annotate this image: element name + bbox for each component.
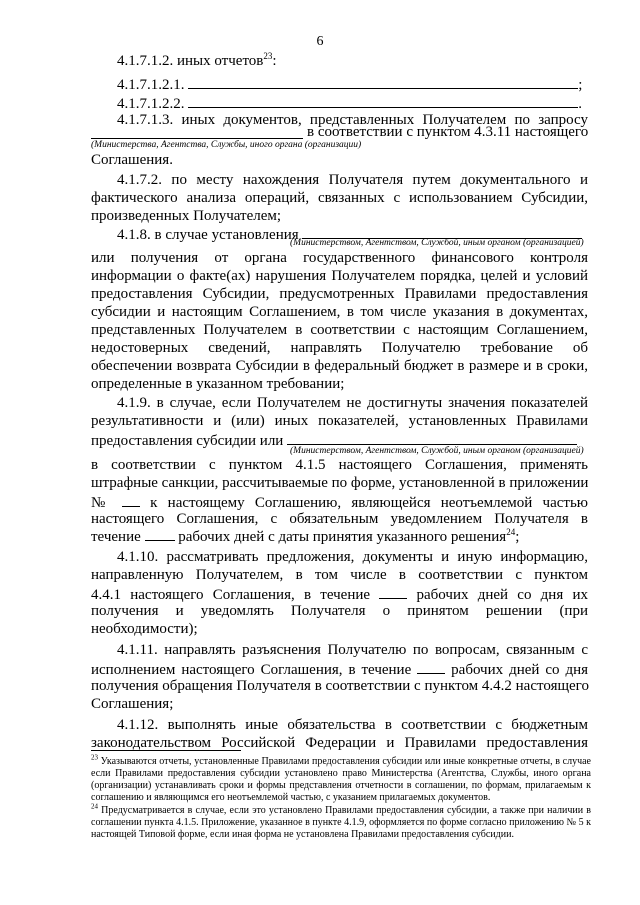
item-4-1-9-line8: течение рабочих дней с даты принятия указанного решения$^{24}$; — [91, 527, 520, 545]
item-4-1-7-1-2-1: 4.1.7.1.2.1. ; — [117, 74, 582, 94]
item-4-1-10-line5: необходимости); — [91, 621, 198, 637]
item-4-1-9-line7: настоящего Соглашения, с обязательным уведомлением Получателя в — [91, 511, 588, 527]
item-4-1-8-line5: субсидии и настоящим Соглашением, в том числе указания в документах, — [91, 304, 588, 320]
item-4-1-10-line3: 4.4.1 настоящего Соглашения, в течение рабочих дней со дня их — [91, 584, 588, 604]
item-4-1-12-line2: законодательством Российской Федерации и Правилами предоставления — [91, 735, 588, 751]
item-4-1-10-line2: направленную Получателем, в том числе в соответствии с пунктом — [91, 567, 588, 583]
item-4-1-8-line3: информации о факте(ах) нарушения Получателем порядка, целей и условий — [91, 268, 588, 284]
hint-ministry-3: (Министерством, Агентством, Службой, иным органом (организацией) — [290, 446, 584, 456]
item-4-1-8-line4: предоставления Субсидии, предусмотренных Правилами предоставления — [91, 286, 588, 302]
footnote-23-line1: $^{23}$ Указываются отчеты, установленные Правилами предоставления субсидии или иные конкретные отчеты, в случае — [91, 753, 591, 767]
footnote-23-line2: если Правилами предоставления субсидии установлено право Министерства (Агентства, Службы, иного органа — [91, 768, 591, 779]
footnote-24-line1: $^{24}$ Предусматривается в случае, если это установлено Правилами предоставления субсидии, а также при наличии в — [91, 802, 592, 816]
item-4-1-8-line9: определенные в указанном требовании; — [91, 376, 345, 392]
item-4-1-9-line4: в соответствии с пунктом 4.1.5 настоящего Соглашения, применять — [91, 457, 588, 473]
item-4-1-10-line4: получения и уведомлять Получателя о принятом решении (при — [91, 603, 588, 619]
item-4-1-8-line8: обеспечении возврата Субсидии в федеральный бюджет в размере и в сроки, — [91, 358, 588, 374]
item-4-1-11-line1: 4.1.11. направлять разъяснения Получателю по вопросам, связанным с — [117, 642, 588, 658]
item-4-1-7-2-line2: фактического анализа операций, связанных с использованием Субсидии, — [91, 190, 588, 206]
item-4-1-11-line2: исполнением настоящего Соглашения, в течение рабочих дней со дня — [91, 659, 588, 679]
footnote-24-line3: настоящей Типовой форме, если иная форма не установлена Правилами предоставления субсидии. — [91, 829, 514, 840]
item-4-1-7-1-3-end: Соглашения. — [91, 152, 173, 168]
footnote-23-line3: (организации) устанавливать сроки и формы представления отчетности в соглашении, по формам, прилагаемым к — [91, 780, 591, 791]
footnote-23-line4: соглашению и являющимся его неотъемлемой частью, с указанием прилагаемых документов. — [91, 792, 491, 803]
item-4-1-9-line5: штрафные санкции, рассчитываемые по форме, установленной в приложении — [91, 475, 589, 491]
item-4-1-8-line6: представленных Получателем в соответствии с настоящим Соглашением, — [91, 322, 588, 338]
item-4-1-9-line6: № к настоящему Соглашению, являющейся неотъемлемой частью — [91, 492, 588, 512]
hint-ministry: (Министерства, Агентства, Службы, иного органа (организации) — [91, 140, 362, 150]
footnote-24-line2: соглашении пункта 4.1.5. Приложение, указанное в пункте 4.1.9, оформляется по форме согласно приложению № 5 к — [91, 817, 591, 828]
item-4-1-7-1-2-2: 4.1.7.1.2.2. . — [117, 93, 582, 113]
item-4-1-11-line3: получения обращения Получателя в соответствии с пунктом 4.4.2 настоящего — [91, 678, 589, 694]
hint-ministry-2: (Министерством, Агентством, Службой, иным органом (организацией) — [290, 238, 584, 248]
item-4-1-7-2-line3: произведенных Получателем; — [91, 208, 282, 224]
footnote-separator — [91, 750, 241, 751]
item-4-1-9-line1: 4.1.9. в случае, если Получателем не достигнуты значения показателей — [117, 395, 588, 411]
item-4-1-8-line1: 4.1.8. в случае установления — [117, 224, 582, 244]
blank-line — [91, 138, 303, 139]
item-4-1-9-line2: результативности и (или) иных показателей, установленных Правилами — [91, 413, 588, 429]
item-4-1-7-1-3-cont: в соответствии с пунктом 4.3.11 настоящего — [307, 124, 589, 140]
item-4-1-10-line1: 4.1.10. рассматривать предложения, документы и иную информацию, — [117, 549, 588, 565]
item-4-1-8-line2: или получения от органа государственного финансового контроля — [91, 250, 588, 266]
item-4-1-9-line3: предоставления субсидии или — [91, 430, 577, 450]
item-4-1-7-1-2: 4.1.7.1.2. иных отчетов$^{23}$: — [117, 51, 277, 69]
item-4-1-11-line4: Соглашения; — [91, 696, 174, 712]
page-number: 6 — [316, 34, 324, 49]
item-4-1-12-line1: 4.1.12. выполнять иные обязательства в соответствии с бюджетным — [117, 717, 588, 733]
item-4-1-8-line7: недостоверных сведений, направлять Получателю требование об — [91, 340, 588, 356]
item-4-1-7-2-line1: 4.1.7.2. по месту нахождения Получателя путем документального и — [117, 172, 588, 188]
item-4-1-7-1-3: 4.1.7.1.3. иных документов, представленных Получателем по запросу — [117, 112, 588, 128]
